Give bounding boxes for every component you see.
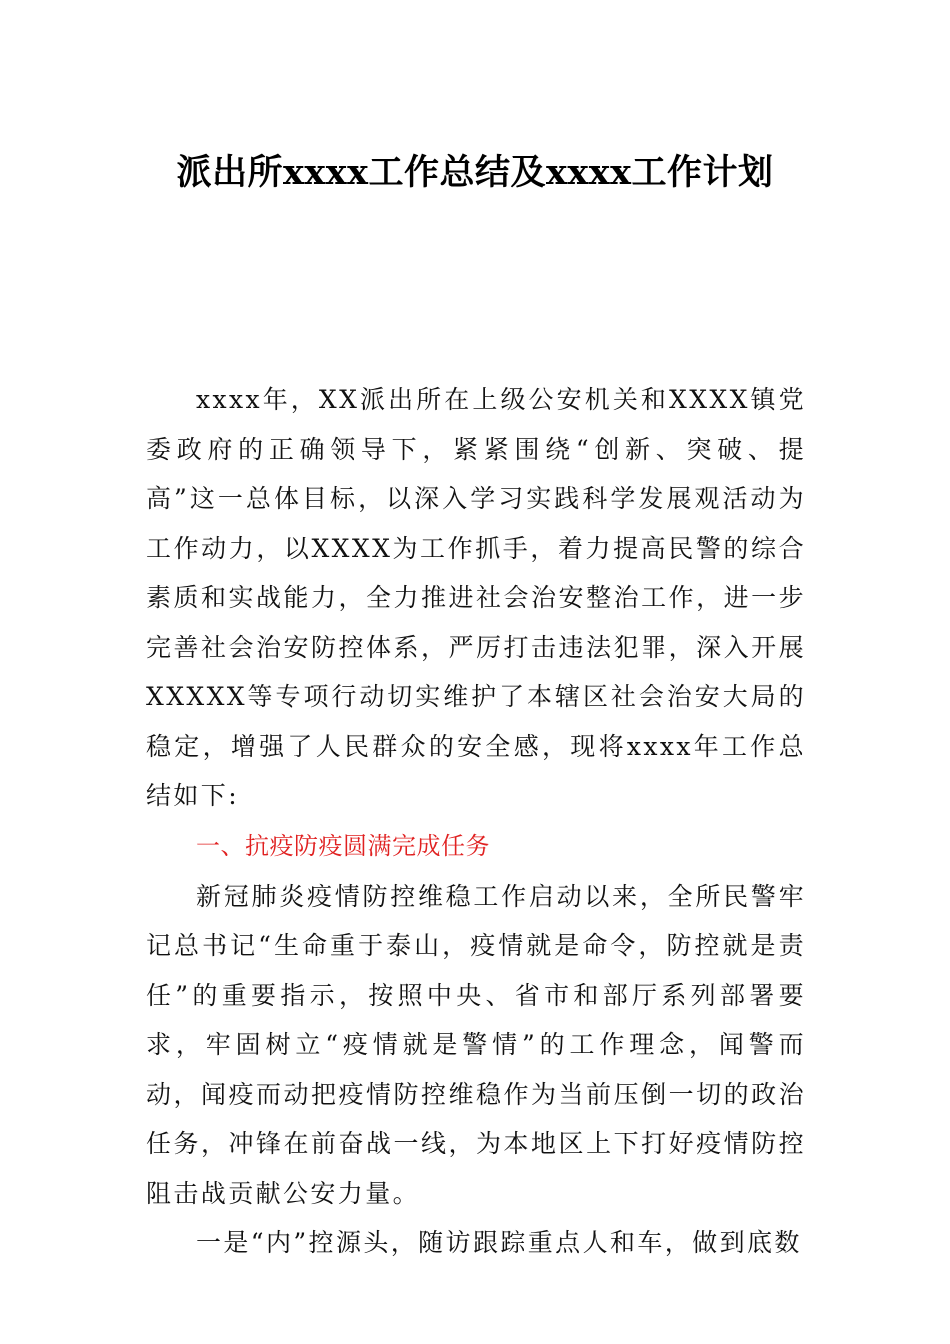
section-1-point-1-paragraph: 一是“内”控源头，随访跟踪重点人和车，做到底数 [196, 1228, 802, 1257]
section-1-paragraph: 新冠肺炎疫情防控维稳工作启动以来，全所民警牢记总书记“生命重于泰山，疫情就是命令，防控就是责任”的重要指示，按照中央、省市和部厅系列部署要求，牢固树立“疫情就是警情”的工作理念，闻警而动，闻疫而动把疫情防控维稳作为当前压倒一切的政治任务，冲锋在前奋战一线，为本地区上下打好疫情防控阻击战贡献公安力量。 [146, 881, 806, 1208]
section-heading-1: 一、抗疫防疫圆满完成任务 [196, 831, 490, 860]
intro-paragraph: xxxx年，XX派出所在上级公安机关和XXXX镇党委政府的正确领导下，紧紧围绕“创新、突破、提高”这一总体目标，以深入学习实践科学发展观活动为工作动力，以XXXX为工作抓手，着力提高民警的综合素质和实战能力，全力推进社会治安整治工作，进一步完善社会治安防控体系，严厉打击违法犯罪，深入开展XXXXX等专项行动切实维护了本辖区社会治安大局的稳定，增强了人民群众的安全感，现将xxxx年工作总结如下: [146, 385, 806, 810]
document-body [146, 375, 806, 1268]
document-title: 派出所xxxx工作总结及xxxx工作计划 [176, 152, 774, 193]
